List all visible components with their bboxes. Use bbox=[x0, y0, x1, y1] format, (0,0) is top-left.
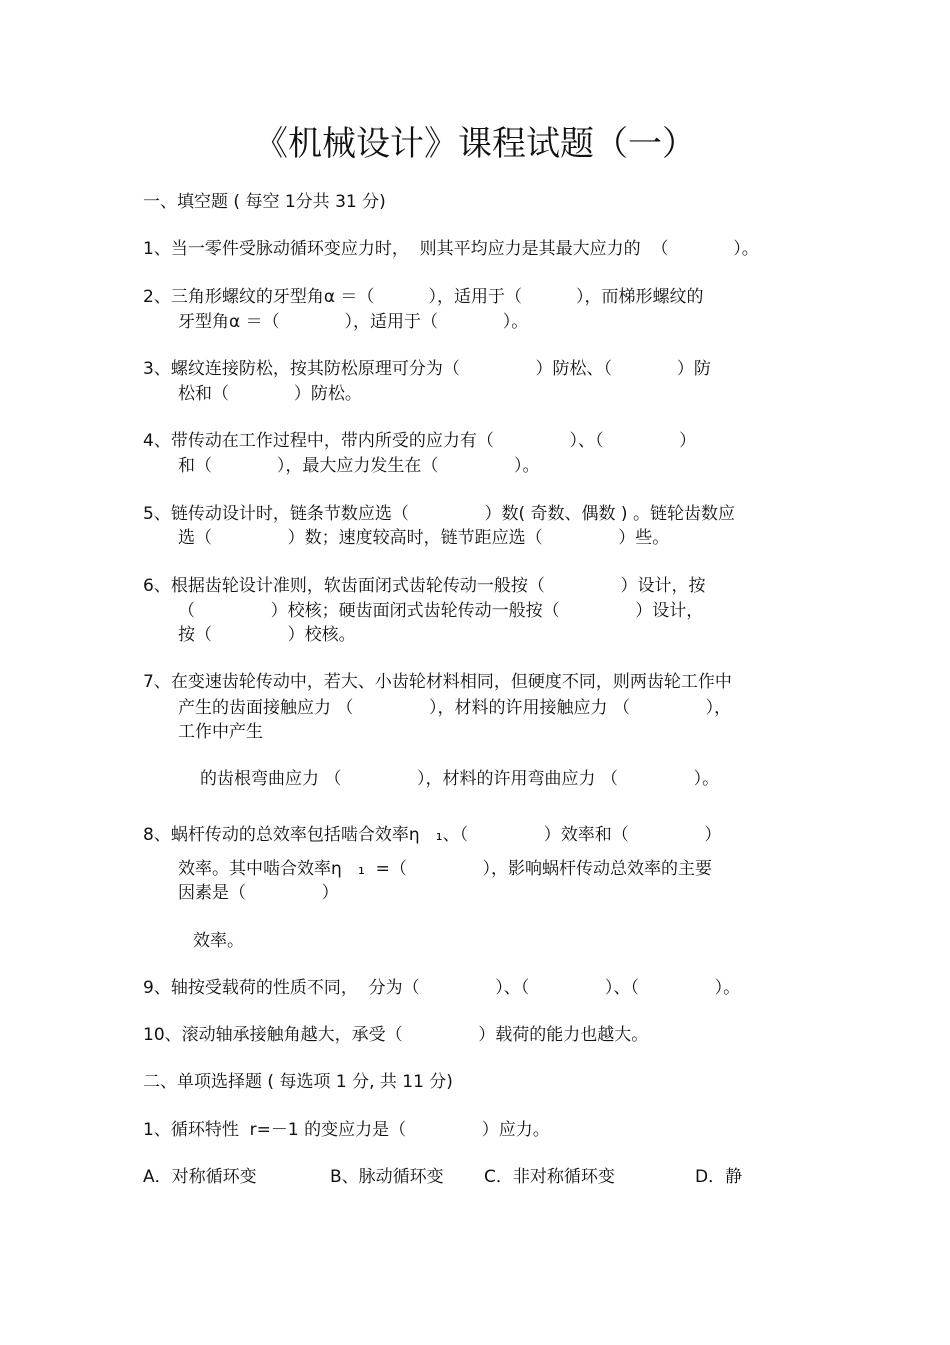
option-a: A．对称循环变 bbox=[143, 1167, 257, 1187]
question-7-line-3: 工作中产生 bbox=[178, 722, 263, 742]
section-heading-fill-in: 一、填空题 ( 每空 1分共 31 分) bbox=[143, 192, 386, 212]
option-b: B、脉动循环变 bbox=[330, 1167, 444, 1187]
question-8-line-3: 因素是（ ） bbox=[178, 883, 339, 903]
question-2-line-2: 牙型角α ＝（ ），适用于（ ）。 bbox=[178, 312, 529, 332]
question-5-line-2: 选（ ）数；速度较高时，链节距应选（ ）些。 bbox=[178, 528, 670, 548]
question-7-line-1: 7、在变速齿轮传动中，若大、小齿轮材料相同，但硬度不同，则两齿轮工作中 bbox=[143, 672, 732, 692]
question-8-line-4: 效率。 bbox=[193, 931, 244, 951]
question-6-line-1: 6、根据齿轮设计准则，软齿面闭式齿轮传动一般按（ ）设计，按 bbox=[143, 576, 706, 596]
option-d: D．静 bbox=[695, 1167, 743, 1187]
choice-question-1: 1、循环特性 r=－1 的变应力是（ ）应力。 bbox=[143, 1120, 550, 1140]
question-6-line-2: （ ）校核；硬齿面闭式齿轮传动一般按（ ）设计， bbox=[178, 601, 704, 621]
question-6-line-3: 按（ ）校核。 bbox=[178, 625, 356, 645]
question-3-line-2: 松和（ ）防松。 bbox=[178, 384, 362, 404]
question-4-line-1: 4、带传动在工作过程中，带内所受的应力有（ ）、（ ） bbox=[143, 431, 697, 451]
question-3-line-1: 3、螺纹连接防松，按其防松原理可分为（ ）防松、（ ）防 bbox=[143, 359, 711, 379]
section-heading-single-choice: 二、单项选择题 ( 每选项 1 分, 共 11 分) bbox=[143, 1072, 453, 1092]
question-1: 1、当一零件受脉动循环变应力时， 则其平均应力是其最大应力的 （ ）。 bbox=[143, 239, 759, 259]
question-8-line-2: 效率。其中啮合效率η ₁ =（ ），影响蜗杆传动总效率的主要 bbox=[178, 859, 713, 879]
question-2-line-1: 2、三角形螺纹的牙型角α ＝（ ），适用于（ ），而梯形螺纹的 bbox=[143, 287, 704, 307]
question-7-line-2: 产生的齿面接触应力 （ ），材料的许用接触应力 （ ）， bbox=[178, 698, 732, 718]
question-9: 9、轴按受载荷的性质不同， 分为（ ）、（ ）、（ ）。 bbox=[143, 978, 741, 998]
question-5-line-1: 5、链传动设计时，链条节数应选（ ）数( 奇数、偶数 ) 。链轮齿数应 bbox=[143, 504, 735, 524]
question-4-line-2: 和（ ），最大应力发生在（ ）。 bbox=[178, 456, 540, 476]
question-10: 10、滚动轴承接触角越大，承受（ ）载荷的能力也越大。 bbox=[143, 1025, 649, 1045]
question-7-line-4: 的齿根弯曲应力 （ ），材料的许用弯曲应力 （ ）。 bbox=[200, 769, 720, 789]
page-title: 《机械设计》课程试题（一） bbox=[254, 124, 696, 164]
question-8-line-1: 8、蜗杆传动的总效率包括啮合效率η ₁、（ ）效率和（ ） bbox=[143, 825, 722, 845]
option-c: C．非对称循环变 bbox=[484, 1167, 615, 1187]
